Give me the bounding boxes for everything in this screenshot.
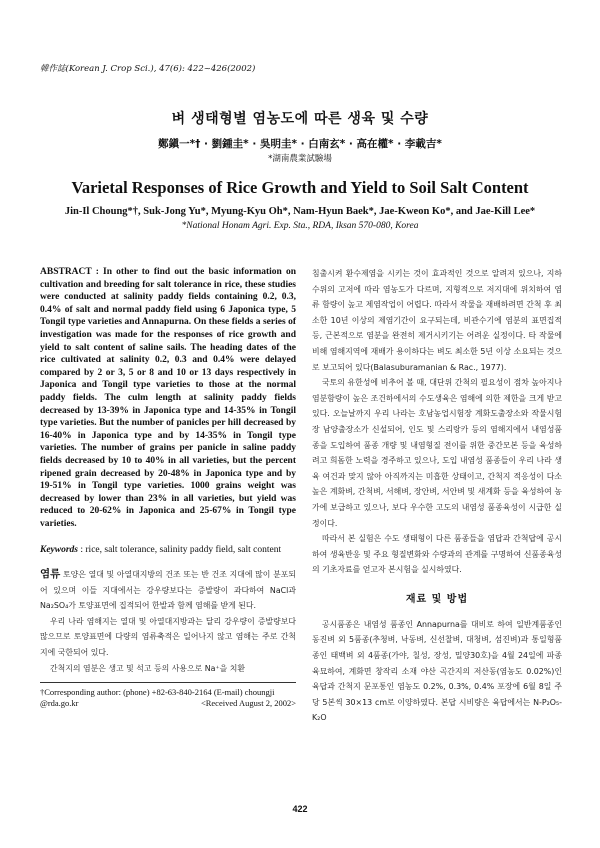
intro-paragraph-6: 따라서 본 실험은 수도 생태형이 다른 품종들을 염답과 간척답에 공시하여 생육반응 및 주요 형질변화와 수량과의 관계를 구명하여 신품종육성의 기초자료를 얻고자 본시험을 실시하였다. [312, 534, 562, 575]
intro-paragraph-3: 간척지의 염분은 생고 및 석고 등의 사용으로 Na⁺을 치환 [50, 663, 246, 673]
intro-paragraph-5: 국토의 유한성에 비추어 볼 때, 대단위 간척의 필요성이 점차 높아지나 염분함량이 높은 조건하에서의 수도생육은 염해에 의한 제한을 크게 받고 있다. 오늘날까지 우리 나라는 호남농업시험장 계화도출장소와 작물시험장 남양출장소가 신설되어, 인도 및 스리랑카 등의 염해지에서 내염성품종을 도입하여 품종 개량 및 내염형질 전이를 위한 중간모본 등을 육성하려고 희돔한 노력을 경주하고 있으나, 도입 내염성 품종들이 우리 나라 생육 여건과 맞지 않아 아직까지는 미흡한 상태이고, 간척지 적응성이 다소 높은 계화벼, 간척벼, 서해벼, 장안벼, 서안벼 및 새계화 등을 육성하여 농가에 보급하고 있으나, 보다 우수한 고도의 내염성 품종육성이 시급한 실정이다. [312, 378, 562, 528]
english-title: Varietal Responses of Rice Growth and Yield to Soil Salt Content [71, 178, 529, 197]
section-heading-materials-methods: 재료 및 방법 [405, 593, 469, 605]
keywords-text: : rice, salt tolerance, salinity paddy field, salt content [78, 545, 282, 556]
corresponding-author-footnote [40, 687, 296, 709]
korean-authors: 鄭鎭一*† · 劉鍾圭* · 吳明圭* · 白南玄* · 高在權* · 李載吉* [158, 138, 442, 150]
footnote-divider [40, 682, 296, 683]
journal-citation: 韓作誌(Korean J. Crop Sci.), 47(6): 422~426(2002) [40, 64, 256, 74]
keywords-label: Keywords [40, 545, 78, 556]
intro-p1-text: 토양은 열대 및 아열대지방의 건조 또는 반 건조 지대에 많이 분포되어 있으며 이들 지대에서는 강우량보다는 증발량이 과다하여 NaCl과 Na₂SO₄가 토양표면에 집적되어 한발과 함께 염해를 받게 된다. [40, 570, 296, 611]
english-affiliation: *National Honam Agri. Exp. Sta., RDA, Iksan 570-080, Korea [181, 221, 419, 231]
right-column [312, 266, 562, 726]
methods-paragraph-1: 공시품종은 내염성 품종인 Annapurna를 대비로 하여 일반계품종인 동진벼 외 5품종(추청벼, 낙동벼, 신선찰벼, 대청벼, 섬진벼)과 통일형품종인 태백벼 외 4품종(가야, 칠성, 장성, 밀양30호)을 4월 24일에 파종 육묘하여, 계화면 창작리 소재 야산 곡간지의 저산동(염농도 0.02%)인 육답과 간척지 문포통인 염농도 0.2%, 0.3%, 0.4% 포장에 6월 8일 주당 5본씩 30×13 cm로 이양하였다. 본답 시비량은 육답에서는 N-P₂O₅-K₂O [312, 619, 562, 723]
left-column [40, 266, 296, 709]
korean-affiliation: *湖南農業試驗場 [268, 154, 332, 164]
received-date: <Received August 2, 2002> [200, 698, 296, 709]
korean-title: 벼 생태형별 염농도에 따른 생육 및 수량 [171, 111, 429, 127]
intro-paragraph-1 [40, 567, 296, 614]
english-authors: Jin-Il Choung*†, Suk-Jong Yu*, Myung-Kyu Oh*, Nam-Hyun Baek*, Jae-Kweon Ko*, and Jae-Kill Lee* [64, 206, 536, 217]
intro-lead-word: 염류 [40, 568, 61, 581]
footnote-email-suffix: @rda.go.kr [40, 698, 79, 709]
intro-paragraph-2: 우리 나라 염해지는 열대 및 아열대지방과는 달리 강우량이 증발량보다 많으므로 토양표면에 다량의 염류축적은 일어나지 않고 염해는 주로 간척지에 국한되어 있다. [40, 616, 296, 658]
footnote-line-1: †Corresponding author: (phone) +82-63-840-2164 (E-mail) choungji [40, 687, 275, 698]
page-number: 422 [292, 804, 308, 814]
intro-paragraph-4: 침출시켜 환수제염을 시키는 것이 효과적인 것으로 알려져 있으나, 지하수위의 고저에 따라 염농도가 다르며, 지형적으로 저지대에 위치하여 염류 함량이 높고 제염작업이 어렵다. 따라서 작물을 재배하려면 간척 후 최소한 10년 이상의 제염기간이 요구되는데, 비관수기에 염분의 표면집적 등, 근본적으로 염분을 완전히 제거시키기는 어려운 실정이다. 타 작물에 비해 염해지역에 재배가 용이하다는 벼도 최소한 5년 이상 소요되는 것으로 보고되어 있다(Balasuburamanian & Rac., 1977). [312, 269, 562, 372]
keywords [40, 544, 296, 557]
abstract: ABSTRACT : In other to find out the basic information on cultivation and breeding for salt tolerance in rice, these studies were conducted at salinity paddy fields containing 0.2, 0.3, 0.4% of salt and normal paddy field using 6 Japonica type, 5 Tongil type varieties and Annapurna. On these fields a series of investigation was made for the responses of rice growth and yield to salt content of saline sails. The heading dates of the rice cultivated at salinity 0.2, 0.3 and 0.4% were delayed compared by 2 or 3, 5 or 8 and 10 or 13 days respectively in Japonica and Tongil type varieties to those at the normal paddy fields. The culm length at salinity paddy fields decreased by 13-39% in Japonica type and 14-35% in Tongil type varieties. But the number of panicles per hill decreased by 16-40% in Japonica type and by 14-35% in Tongil type varieties. The number of grains per panicle in saline paddy fields decreased by 10 to 40% in all varieties, but the percent ripened grain decreased by 20-48% in Japonica type and by 19-51% in Tongil type varieties. 1000 grains weight was decreased by lower than 23% in all varieties, but yield was reduced to 20-62% in Japonica and 25-67% in Tongil type varieties. [40, 267, 296, 529]
